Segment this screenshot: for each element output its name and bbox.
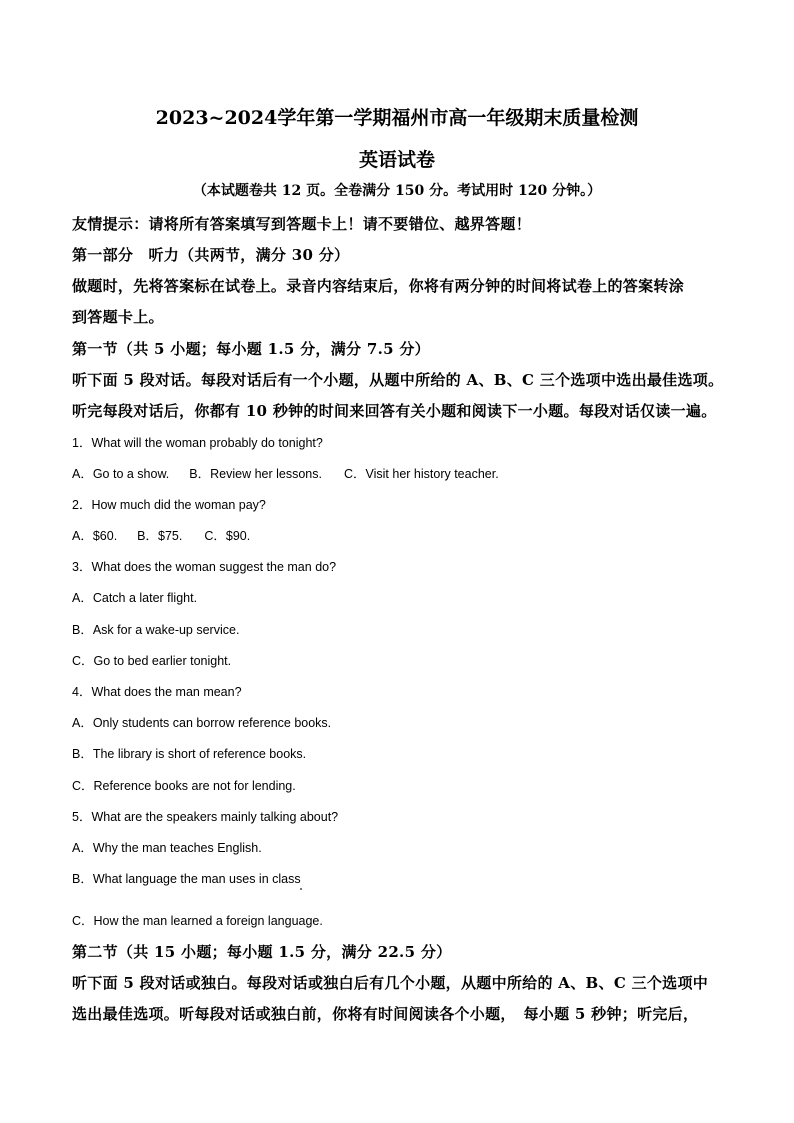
question-3-stem: 3．What does the woman suggest the man do?	[72, 560, 337, 574]
question-5-option-c: C．How the man learned a foreign language.	[72, 914, 323, 928]
question-5-stem: 5．What are the speakers mainly talking about?	[72, 810, 339, 824]
question-4-option-b: B．The library is short of reference books.	[72, 747, 307, 761]
part1-instruction-line1: 做题时，先将答案标在试卷上。录音内容结束后，你将有两分钟的时间将试卷上的答案转涂	[72, 277, 685, 295]
stray-dot	[300, 888, 302, 890]
option-c: C．Visit her history teacher.	[343, 467, 499, 481]
question-3-option-b: B．Ask for a wake-up service.	[72, 623, 240, 637]
question-4-option-c: C．Reference books are not for lending.	[72, 779, 296, 793]
part1-heading: 第一部分 听力（共两节，满分 30 分）	[72, 246, 350, 264]
question-4-stem: 4．What does the man mean?	[72, 685, 242, 699]
question-5-option-a: A．Why the man teaches English.	[72, 841, 262, 855]
option-a: A．$60.	[72, 529, 118, 543]
friendly-tip: 友情提示：请将所有答案填写到答题卡上！请不要错位、越界答题！	[72, 215, 532, 233]
question-4-option-a: A．Only students can borrow reference books.	[72, 716, 332, 730]
section1-heading: 第一节（共 5 小题；每小题 1.5 分，满分 7.5 分）	[72, 340, 430, 358]
part1-instruction-line2: 到答题卡上。	[72, 308, 164, 326]
question-5-option-b: B．What language the man uses in class	[72, 872, 301, 886]
exam-title: 2023~2024学年第一学期福州市高一年级期末质量检测	[155, 107, 639, 129]
option-c: C．$90.	[204, 529, 251, 543]
section1-instruction-line2: 听完每段对话后，你都有 10 秒钟的时间来回答有关小题和阅读下一小题。每段对话仅读一遍。	[72, 402, 717, 420]
section1-instruction-line1: 听下面 5 段对话。每段对话后有一个小题，从题中所给的 A、B、C 三个选项中选出最佳选项。	[72, 371, 724, 389]
question-2-options	[72, 526, 250, 544]
question-3-option-a: A．Catch a later flight.	[72, 591, 198, 605]
exam-note: （本试题卷共 12 页。全卷满分 150 分。考试用时 120 分钟。）	[192, 183, 602, 199]
question-1-options	[72, 464, 499, 482]
option-b: B．Review her lessons.	[189, 467, 322, 481]
option-b: B．$75.	[137, 529, 183, 543]
option-a: A．Go to a show.	[72, 467, 170, 481]
question-2-stem: 2．How much did the woman pay?	[72, 498, 266, 512]
subject-title: 英语试卷	[358, 149, 435, 171]
question-3-option-c: C．Go to bed earlier tonight.	[72, 654, 232, 668]
section2-instruction-line1: 听下面 5 段对话或独白。每段对话或独白后有几个小题，从题中所给的 A、B、C 三个选项中	[72, 974, 709, 992]
section2-instruction-line2: 选出最佳选项。听每段对话或独白前，你将有时间阅读各个小题， 每小题 5 秒钟；听完后，	[72, 1005, 699, 1023]
question-1-stem: 1．What will the woman probably do tonight?	[72, 436, 323, 450]
section2-heading: 第二节（共 15 小题；每小题 1.5 分，满分 22.5 分）	[72, 943, 452, 961]
